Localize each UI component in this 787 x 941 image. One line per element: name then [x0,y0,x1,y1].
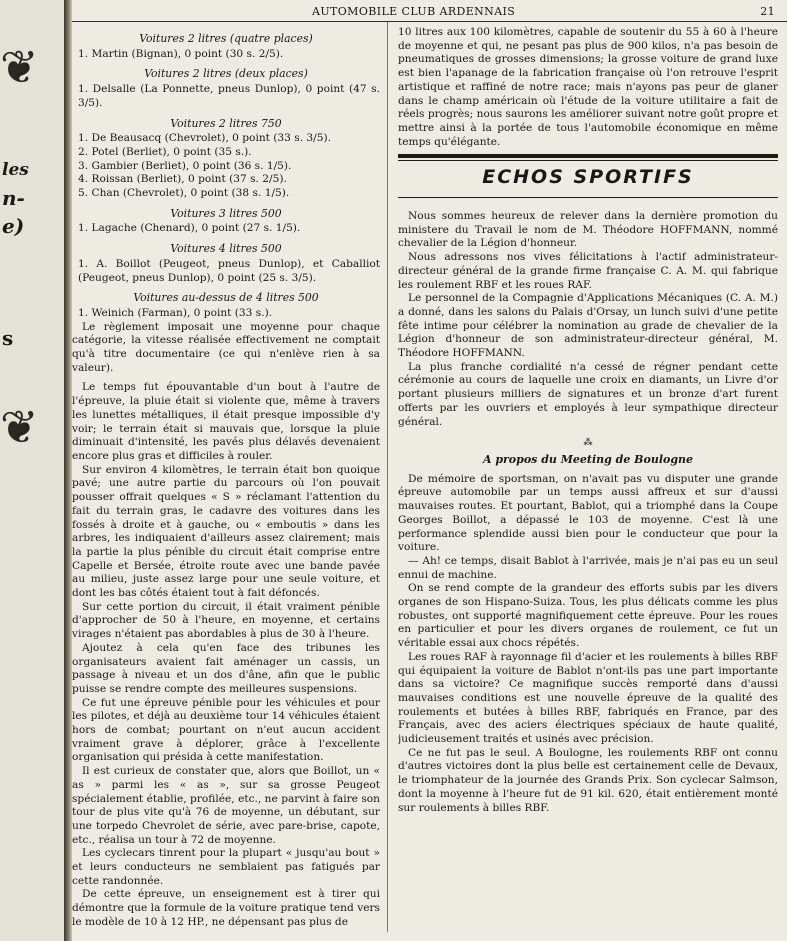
results-group [72,67,380,110]
asterism-icon: ⁂ [583,438,593,449]
result-row: 1. De Beausacq (Chevrolet), 0 point (33 s. 3/5). [78,132,331,145]
running-title: AUTOMOBILE CLUB ARDENNAIS [312,5,516,18]
results-group [72,242,380,285]
running-head [72,5,787,21]
page [72,0,787,941]
result-row: 1. Weinich (Farman), 0 point (33 s.). [78,306,273,319]
flourish-ornament-icon: ❦ [0,40,39,94]
article-paragraph: Les roues RAF à rayonnage fil d'acier et les roulements à billes RBF qui équipaient la voiture de Bablot n'ont-ils pas une part importante dans sa victoire? Ce magnifique succès remporté dans d'aussi mauvaises conditions est une nouvelle épreuve de la qualité des roulements et butées à billes RBF, fabriqués en France, par des Français, avec des aciers électriques spéciaux de haute qualité, judicieusement traités et usinés avec précision. [398,650,778,746]
header-rule [72,21,787,22]
body-paragraph: Il est curieux de constater que, alors que Boillot, un « as » parmi les « as », sur sa grosse Peugeot spécialement établie, profilée, etc., ne parvint à faire son tour de plus vite qu'à 76 de moyenne, un débutant, sur une torpedo Chevrolet de série, avec pare-brise, capote, etc., réalisa un tour à 72 de moyenne. [72,765,380,846]
results-heading: Voitures 2 litres (deux places) [144,67,308,81]
result-row: 1. Martin (Bignan), 0 point (30 s. 2/5). [78,47,284,60]
book-spine-shadow [64,0,72,941]
right-column [398,26,778,931]
echo-paragraph: Nous sommes heureux de relever dans la dernière promotion du ministere du Travail le nom de M. Théodore HOFFMANN, nommé chevalier de la Légion d'honneur. [398,210,778,250]
article-paragraph: On se rend compte de la grandeur des efforts subis par les divers organes de son Hispano-Suiza. Tous, les plus délicats comme les plus robustes, ont supporté magnifiquement cette épreuve. Pour les roues en particulier et pour les divers organes de roulement, ce fut un véritable essai aux chocs répétés. [398,582,778,650]
results-heading: Voitures 3 litres 500 [170,206,282,220]
results-group [72,32,380,61]
result-row: 1. A. Boillot (Peugeot, pneus Dunlop), et Caballiot (Peugeot, pneus Dunlop), 0 point (25 s. 3/5). [78,257,380,284]
facing-page-edge [0,0,65,941]
section-rule [398,154,778,158]
results-heading: Voitures 2 litres 750 [170,116,282,130]
article-paragraph: Ce ne fut pas le seul. A Boulogne, les roulements RBF ont connu d'autres victoires dont la plus belle est certainement celle de Devaux, le triomphateur de la journée des Grands Prix. Son cyclecar Salmson, dont la moyenne à l'heure fut de 91 kil. 620, était entièrement monté sur roulements à billes RBF. [398,746,778,814]
flourish-ornament-icon: ❦ [0,400,39,454]
body-paragraph: Les cyclecars tinrent pour la plupart « jusqu'au bout » et leurs conducteurs ne semblaient pas fatigués par cette randonnée. [72,847,380,887]
body-paragraph: Sur cette portion du circuit, il était vraiment pénible d'approcher de 50 à l'heure, en moyenne, et certains virages n'étaient pas abordables à plus de 30 à l'heure. [72,600,380,641]
left-column [72,26,380,931]
body-paragraph: Ajoutez à cela qu'en face des tribunes les organisateurs avaient fait aménager un cassis, un passage à niveau et un dos d'âne, afin que le public puisse se rendre compte des meilleures suspensions. [72,641,380,695]
result-row: 1. Lagache (Chenard), 0 point (27 s. 1/5). [78,222,301,235]
column-divider [387,22,388,932]
article-title: A propos du Meeting de Boulogne [482,452,694,466]
results-heading: Voitures au-dessus de 4 litres 500 [133,291,319,305]
page-number: 21 [760,5,775,18]
body-paragraph: Sur environ 4 kilomètres, le terrain était bon quoique pavé; une autre partie du parcours où l'on pouvait pousser offrait quelques « S » réclamant l'attention du fait du terrain gras, le cadavre des voitures dans les fossés à droite et à gauche, ou « emboutis » dans les arbres, les indiquaient d'ailleurs assez clairement; mais la partie la plus pénible du circuit était comprise entre Capelle et Bersée, étroite route avec une bande pavée au milieu, juste assez large pour une seule voiture, et dont les bas côtés étaient tout à fait défoncés. [72,463,380,600]
body-paragraph: Ce fut une épreuve pénible pour les véhicules et pour les pilotes, et déjà au deuxième tour 14 véhicules étaient hors de combat; pourtant on n'eut aucun accident vraiment grave à déplorer, grâce à l'excellente organisation qui présida à cette manifestation. [72,696,380,764]
body-paragraph: Le règlement imposait une moyenne pour chaque catégorie, la vitesse réalisée effectivement ne comptait qu'à titre documentaire (ce qui n'enlève rien à sa valeur). [72,320,380,374]
facing-fragment: s [2,326,14,350]
body-paragraph: Le temps fut épouvantable d'un bout à l'autre de l'épreuve, la pluie était si violente que, même à travers les lunettes métalliques, il était presque impossible d'y voir; le terrain était si mauvais que, lorsque la pluie diminuait d'intensité, les pavés plus délavés devenaient encore plus gras et difficiles à rouler. [72,381,380,462]
section-rule [398,160,778,161]
article-paragraph: — Ah! ce temps, disait Bablot à l'arrivée, mais je n'ai pas eu un seul ennui de machine. [398,554,778,581]
results-group [72,117,380,201]
echo-paragraph: Nous adressons nos vives félicitations à l'actif administrateur-directeur général de la grande firme française C. A. M. qui fabrique les roulement RBF et les roues RAF. [398,251,778,291]
results-group [72,207,380,236]
result-row: 1. Delsalle (La Ponnette, pneus Dunlop), 0 point (47 s. 3/5). [78,83,380,109]
echo-paragraph: La plus franche cordialité n'a cessé de régner pendant cette cérémonie au cours de laquelle une croix en diamants, un Livre d'or portant plusieurs milliers de signatures et un bronze d'art furent offerts par les ouvriers et employés à leur sympathique directeur général. [398,360,778,428]
result-row: 5. Chan (Chevrolet), 0 point (38 s. 1/5). [78,187,290,200]
section-title: ECHOS SPORTIFS [482,166,694,189]
body-paragraph: De cette épreuve, un enseignement est à tirer qui démontre que la formule de la voiture pratique tend vers le modèle de 10 à 12 HP., ne dépensant pas plus de [72,888,380,928]
results-group [72,291,380,320]
continued-paragraph: 10 litres aux 100 kilomètres, capable de soutenir du 55 à 60 à l'heure de moyenne et qui, ne pesant pas plus de 900 kilos, n'a pas besoin de pneumatiques de grosses dimensions; la grosse voiture de grand luxe est bien l'apanage de la fabrication française où l'on retrouve l'esprit artistique et raffiné de notre race; mais n'ayons pas peur de glaner dans le champ américain où l'étude de la voiture utilitaire a fait de réels progrès; nous saurons les améliorer suivant notre goût propre et mettre ainsi à la portée de tous l'automobile économique en même temps qu'élégante. [398,26,778,148]
results-heading: Voitures 2 litres (quatre places) [139,32,313,45]
article-paragraph: De mémoire de sportsman, on n'avait pas vu disputer une grande épreuve automobile par un temps aussi affreux et sur d'aussi mauvaises routes. Et pourtant, Bablot, qui a triomphé dans la Coupe Georges Boillot, a dépassé le 103 de moyenne. C'est là une performance splendide aussi bien pour le conducteur que pour la voiture. [398,472,778,554]
section-rule [398,197,778,198]
echo-paragraph: Le personnel de la Compagnie d'Applications Mécaniques (C. A. M.) a donné, dans les salons du Palais d'Orsay, un lunch suivi d'une petite fête intime pour célébrer la nomination au grade de chevalier de la Légion d'honneur de son administrateur-directeur général, M. Théodore HOFFMANN. [398,292,778,360]
results-heading: Voitures 4 litres 500 [170,242,282,256]
facing-fragment: n- [2,186,25,210]
facing-fragment: e) [2,214,25,238]
result-row: 3. Gambier (Berliet), 0 point (36 s. 1/5). [78,159,292,172]
result-row: 2. Potel (Berliet), 0 point (35 s.). [78,145,252,158]
facing-fragment: les [2,160,29,180]
result-row: 4. Roissan (Berliet), 0 point (37 s. 2/5). [78,173,287,186]
